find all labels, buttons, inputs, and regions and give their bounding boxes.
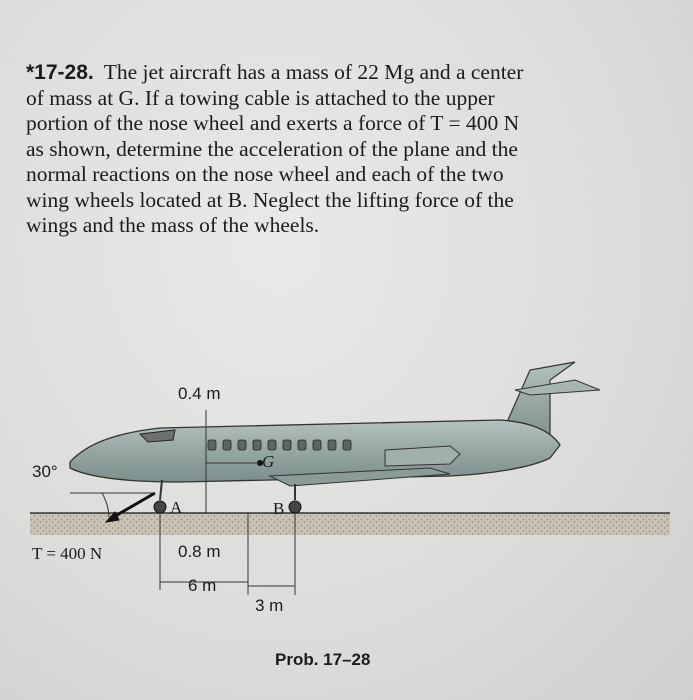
problem-line-5: normal reactions on the nose wheel and each of the two xyxy=(26,162,504,186)
dim-label-0.4: 0.4 m xyxy=(178,384,221,403)
problem-line-1: *17-28. The jet aircraft has a mass of 22 Mg and a center xyxy=(26,60,524,84)
main-wheel xyxy=(289,484,301,513)
aircraft-diagram xyxy=(30,350,670,610)
engine-nacelle xyxy=(385,446,460,466)
problem-line-6: wing wheels located at B. Neglect the lifting force of the xyxy=(26,187,514,212)
problem-line-7: wings and the mass of the wheels. xyxy=(26,213,320,237)
problem-statement xyxy=(26,60,666,239)
aircraft-figure xyxy=(30,350,670,615)
problem-line-3: portion of the nose wheel and exerts a force of T = 400 N xyxy=(26,111,520,135)
point-label-b: B xyxy=(273,499,285,518)
point-label-g: G xyxy=(262,452,275,471)
nose-wheel xyxy=(154,480,166,513)
problem-number: *17-28. xyxy=(26,61,94,84)
problem-line-4: as shown, determine the acceleration of the plane and the xyxy=(26,136,518,161)
figure-caption: Prob. 17–28 xyxy=(275,650,371,669)
ground xyxy=(30,513,670,535)
point-label-a: A xyxy=(170,498,183,517)
force-label: T = 400 N xyxy=(32,544,103,563)
dim-label-0.8: 0.8 m xyxy=(178,542,221,561)
angle-label: 30° xyxy=(32,462,58,481)
dim-label-3m: 3 m xyxy=(255,596,284,615)
dim-label-6m: 6 m xyxy=(188,576,217,595)
fuselage xyxy=(70,420,560,482)
problem-line-2: of mass at G. If a towing cable is attached to the upper xyxy=(26,85,495,110)
